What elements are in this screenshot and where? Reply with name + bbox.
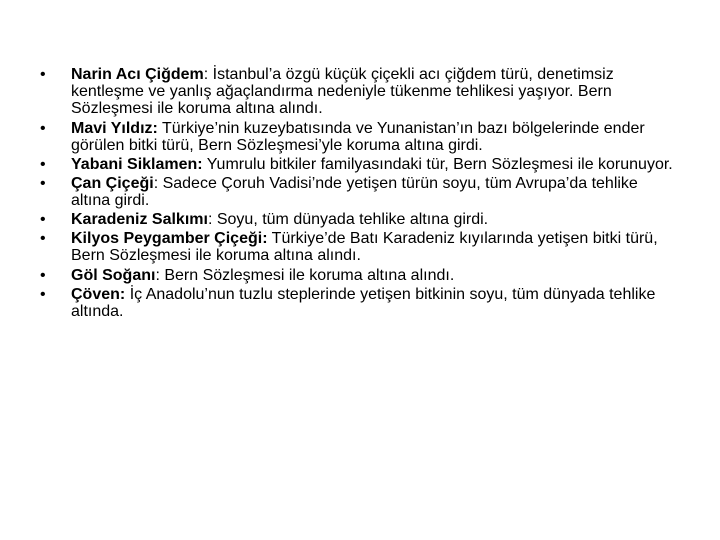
item-term: Çöven:	[71, 285, 126, 303]
bullet-icon: •	[40, 155, 46, 173]
item-separator: :	[207, 211, 217, 229]
list-item	[40, 267, 680, 284]
bullet-icon: •	[40, 266, 46, 284]
item-term: Narin Acı Çiğdem	[71, 66, 204, 83]
item-separator: :	[155, 266, 165, 284]
item-text: Sadece Çoruh Vadisi’nde yetişen türün soyu, tüm Avrupa’da tehlike altına girdi.	[71, 174, 638, 210]
list-item	[40, 230, 680, 264]
item-separator: :	[203, 66, 213, 83]
list-item	[40, 120, 680, 154]
list-item	[40, 211, 680, 228]
item-term: Yabani Siklamen:	[71, 155, 203, 173]
list-item	[40, 66, 680, 118]
item-term: Karadeniz Salkımı	[71, 211, 208, 229]
item-text: Türkiye’de Batı Karadeniz kıyılarında yetişen bitki türü, Bern Sözleşmesi ile koruma altına alındı.	[71, 230, 658, 265]
list-item	[40, 286, 680, 320]
item-term: Mavi Yıldız:	[71, 119, 158, 137]
bullet-icon: •	[40, 211, 46, 229]
item-term: Çan Çiçeği	[71, 174, 154, 192]
item-text: İstanbul’a özgü küçük çiçekli acı çiğdem türü, denetimsiz kentleşme ve yanlış ağaçlandırma nedeniyle tükenme tehlikesi yaşıyor. Bern Sözleşmesi ile koruma altına alındı.	[71, 66, 614, 118]
bullet-icon: •	[40, 66, 46, 83]
bullet-icon: •	[40, 230, 46, 248]
item-text: Yumrulu bitkiler familyasındaki tür, Bern Sözleşmesi ile korunuyor.	[206, 155, 673, 173]
bullet-icon: •	[40, 119, 46, 137]
item-text: Soyu, tüm dünyada tehlike altına girdi.	[216, 211, 489, 229]
item-text: Bern Sözleşmesi ile koruma altına alındı.	[164, 266, 455, 284]
list-item	[40, 156, 680, 173]
item-separator: :	[153, 174, 163, 192]
item-text: İç Anadolu’nun tuzlu steplerinde yetişen bitkinin soyu, tüm dünyada tehlike altında.	[71, 285, 656, 320]
bullet-list	[40, 66, 680, 322]
list-item	[40, 175, 680, 209]
item-text: Türkiye’nin kuzeybatısında ve Yunanistan’ın bazı bölgelerinde ender görülen bitki türü, Bern Sözleşmesi’yle koruma altına girdi.	[71, 119, 645, 154]
item-term: Kilyos Peygamber Çiçeği:	[71, 230, 268, 248]
item-term: Göl Soğanı	[71, 266, 156, 284]
bullet-icon: •	[40, 174, 46, 192]
bullet-icon: •	[40, 285, 46, 303]
